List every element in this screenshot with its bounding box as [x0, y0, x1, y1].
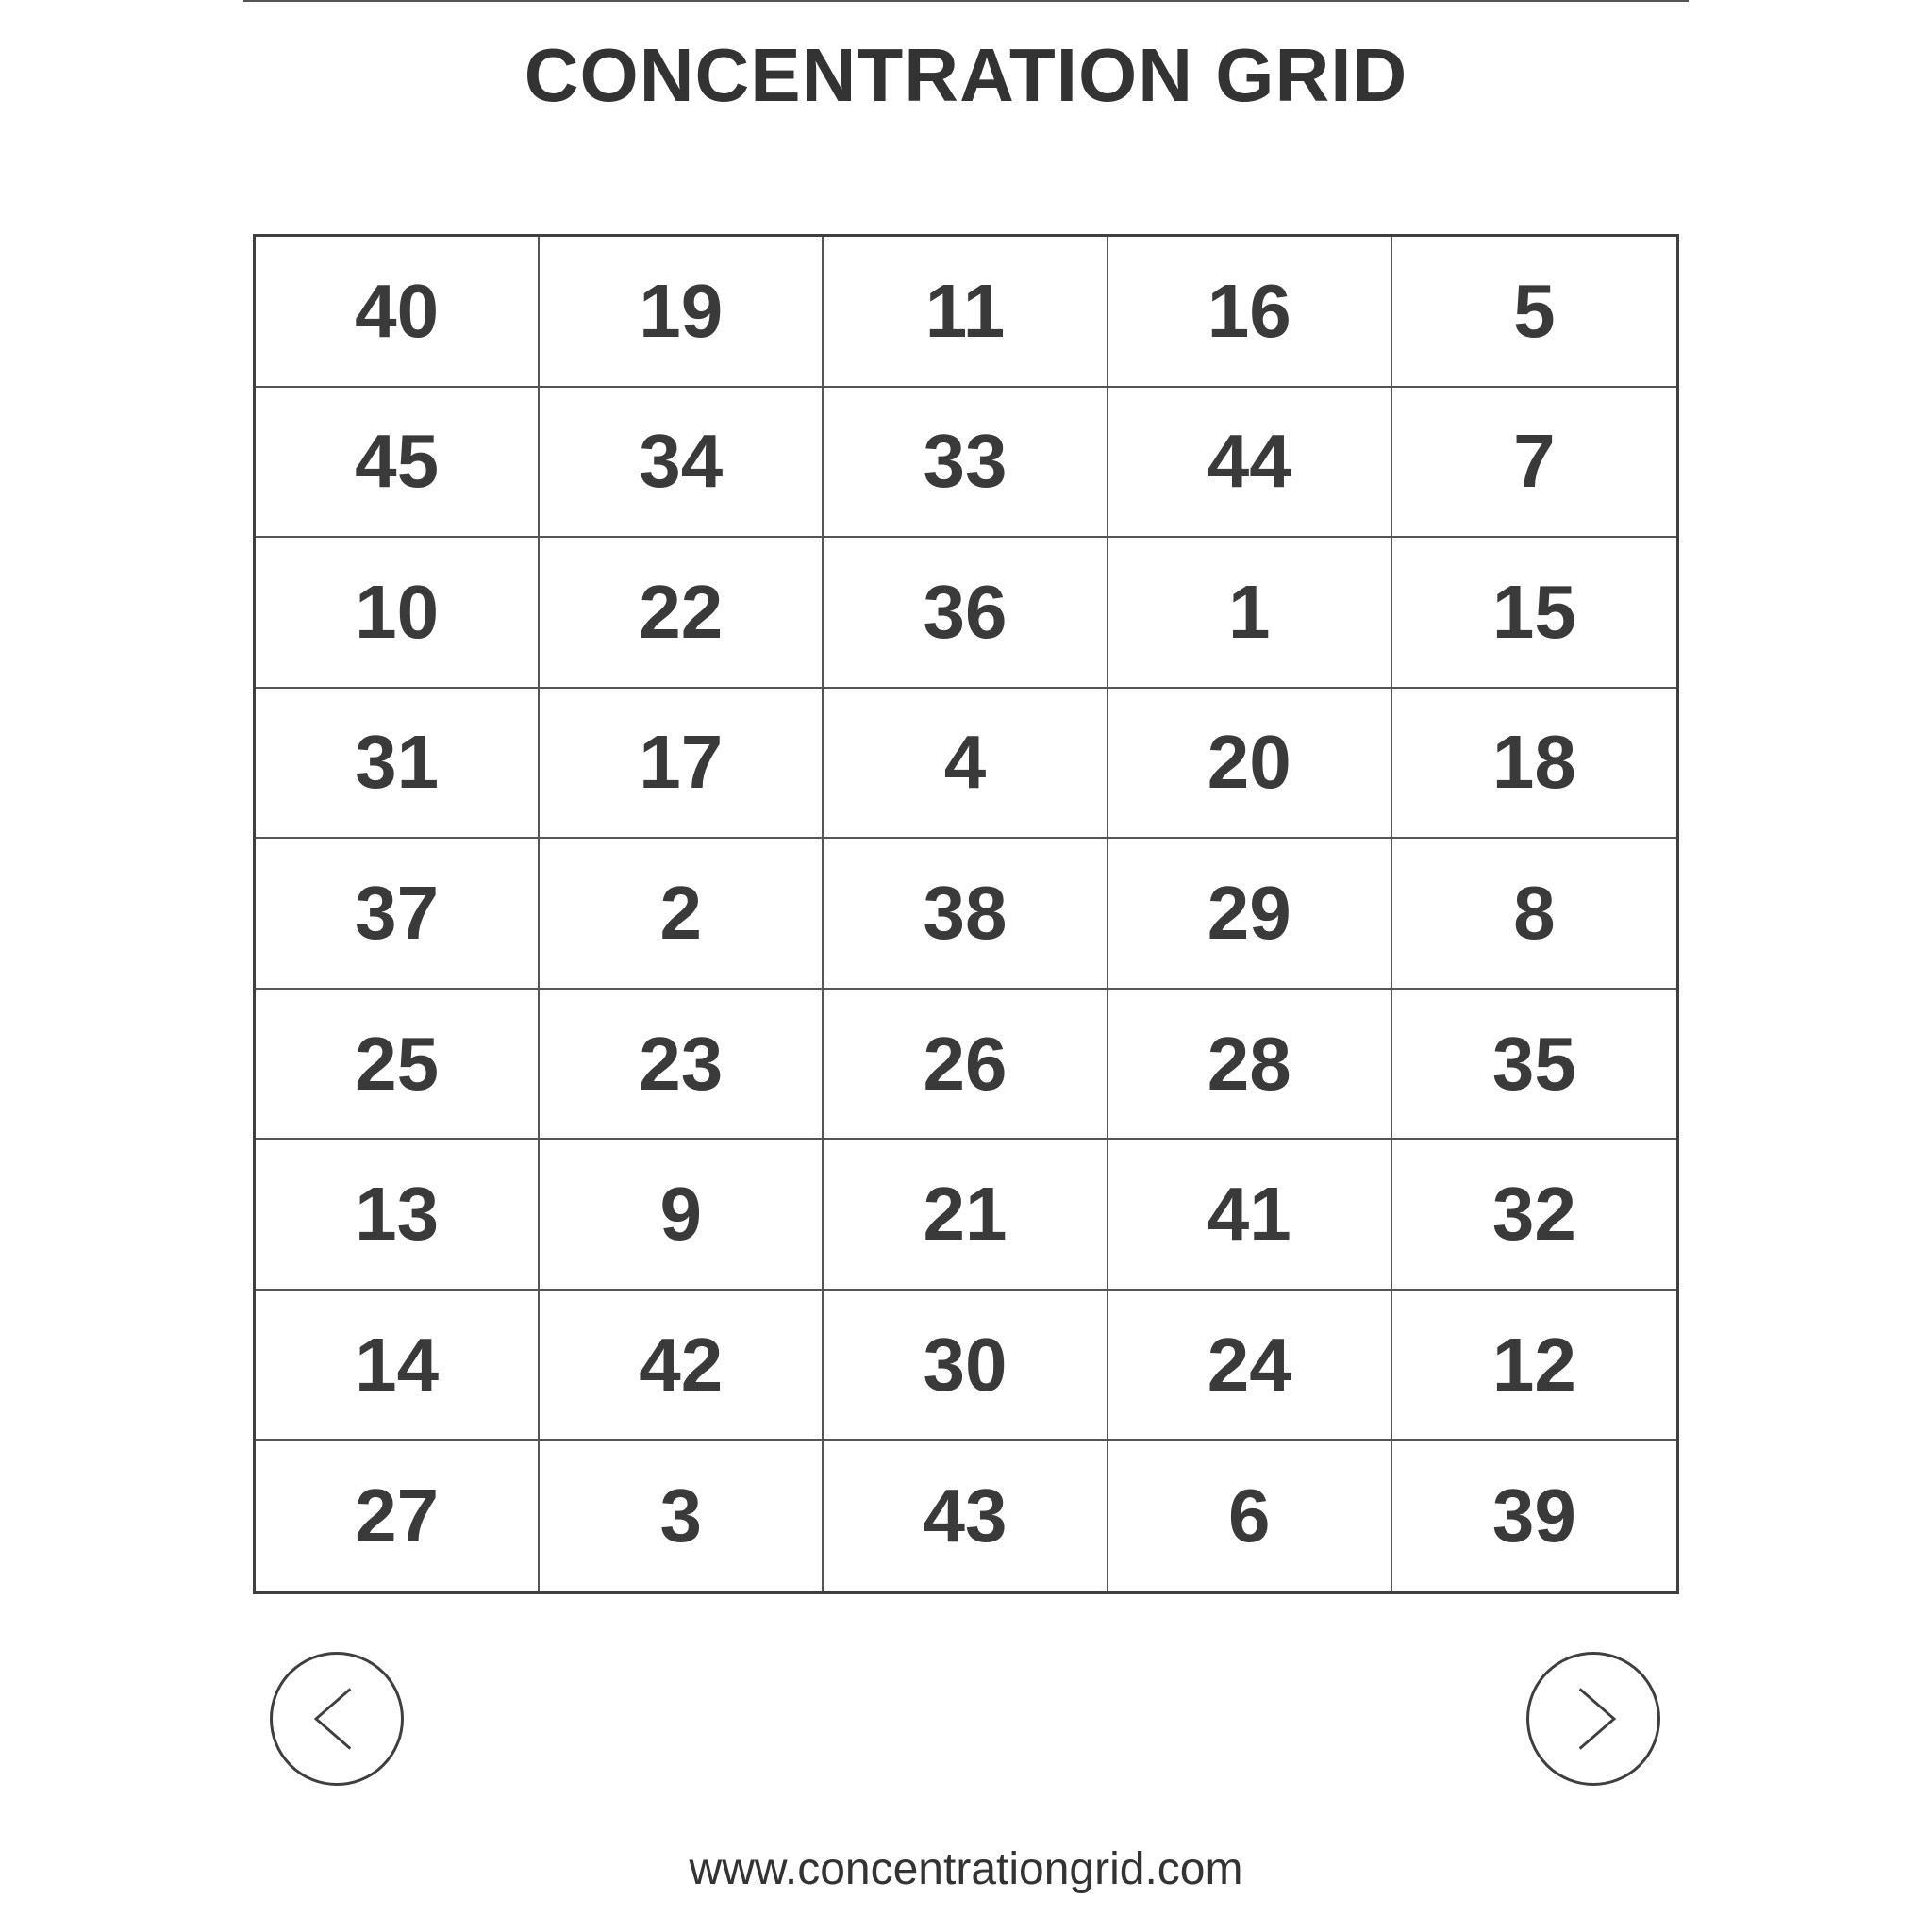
grid-cell[interactable]: 23 [540, 990, 824, 1141]
grid-cell[interactable]: 14 [256, 1291, 540, 1441]
grid-cell[interactable]: 21 [824, 1140, 1108, 1291]
grid-cell[interactable]: 42 [540, 1291, 824, 1441]
grid-cell[interactable]: 26 [824, 990, 1108, 1141]
grid-cell[interactable]: 1 [1108, 538, 1392, 689]
grid-cell[interactable]: 12 [1392, 1291, 1676, 1441]
grid-cell[interactable]: 27 [256, 1441, 540, 1591]
grid-cell[interactable]: 43 [824, 1441, 1108, 1591]
chevron-left-icon [273, 1652, 401, 1786]
previous-button[interactable] [270, 1652, 404, 1786]
grid-cell[interactable]: 4 [824, 689, 1108, 840]
number-grid [253, 234, 1679, 1594]
grid-cell[interactable]: 6 [1108, 1441, 1392, 1591]
grid-cell[interactable]: 33 [824, 388, 1108, 539]
page [243, 0, 1689, 1932]
grid-cell[interactable]: 22 [540, 538, 824, 689]
grid-cell[interactable]: 5 [1392, 237, 1676, 388]
grid-cell[interactable]: 25 [256, 990, 540, 1141]
grid-cell[interactable]: 20 [1108, 689, 1392, 840]
grid-cell[interactable]: 28 [1108, 990, 1392, 1141]
grid-cell[interactable]: 40 [256, 237, 540, 388]
grid-cell[interactable]: 18 [1392, 689, 1676, 840]
page-title: CONCENTRATION GRID [524, 33, 1408, 117]
grid-cell[interactable]: 15 [1392, 538, 1676, 689]
grid-cell[interactable]: 17 [540, 689, 824, 840]
grid-cell[interactable]: 13 [256, 1140, 540, 1291]
grid-cell[interactable]: 2 [540, 839, 824, 990]
grid-cell[interactable]: 29 [1108, 839, 1392, 990]
grid-cell[interactable]: 24 [1108, 1291, 1392, 1441]
grid-cell[interactable]: 37 [256, 839, 540, 990]
grid-cell[interactable]: 32 [1392, 1140, 1676, 1291]
grid-cell[interactable]: 36 [824, 538, 1108, 689]
grid-cell[interactable]: 30 [824, 1291, 1108, 1441]
grid-cell[interactable]: 45 [256, 388, 540, 539]
grid-cell[interactable]: 35 [1392, 990, 1676, 1141]
chevron-right-icon [1529, 1652, 1657, 1786]
grid-cell[interactable]: 11 [824, 237, 1108, 388]
grid-cell[interactable]: 7 [1392, 388, 1676, 539]
grid-cell[interactable]: 3 [540, 1441, 824, 1591]
grid-cell[interactable]: 16 [1108, 237, 1392, 388]
grid-cell[interactable]: 44 [1108, 388, 1392, 539]
grid-cell[interactable]: 34 [540, 388, 824, 539]
next-button[interactable] [1526, 1652, 1660, 1786]
grid-cell[interactable]: 39 [1491, 1474, 1576, 1558]
grid-cell[interactable]: 10 [256, 538, 540, 689]
footer-url: www.concentrationgrid.com [689, 1844, 1243, 1894]
grid-cell[interactable]: 8 [1392, 839, 1676, 990]
grid-cell[interactable]: 38 [824, 839, 1108, 990]
grid-cell[interactable]: 19 [540, 237, 824, 388]
grid-cell[interactable]: 9 [540, 1140, 824, 1291]
grid-cell[interactable]: 31 [256, 689, 540, 840]
grid-cell[interactable]: 41 [1108, 1140, 1392, 1291]
